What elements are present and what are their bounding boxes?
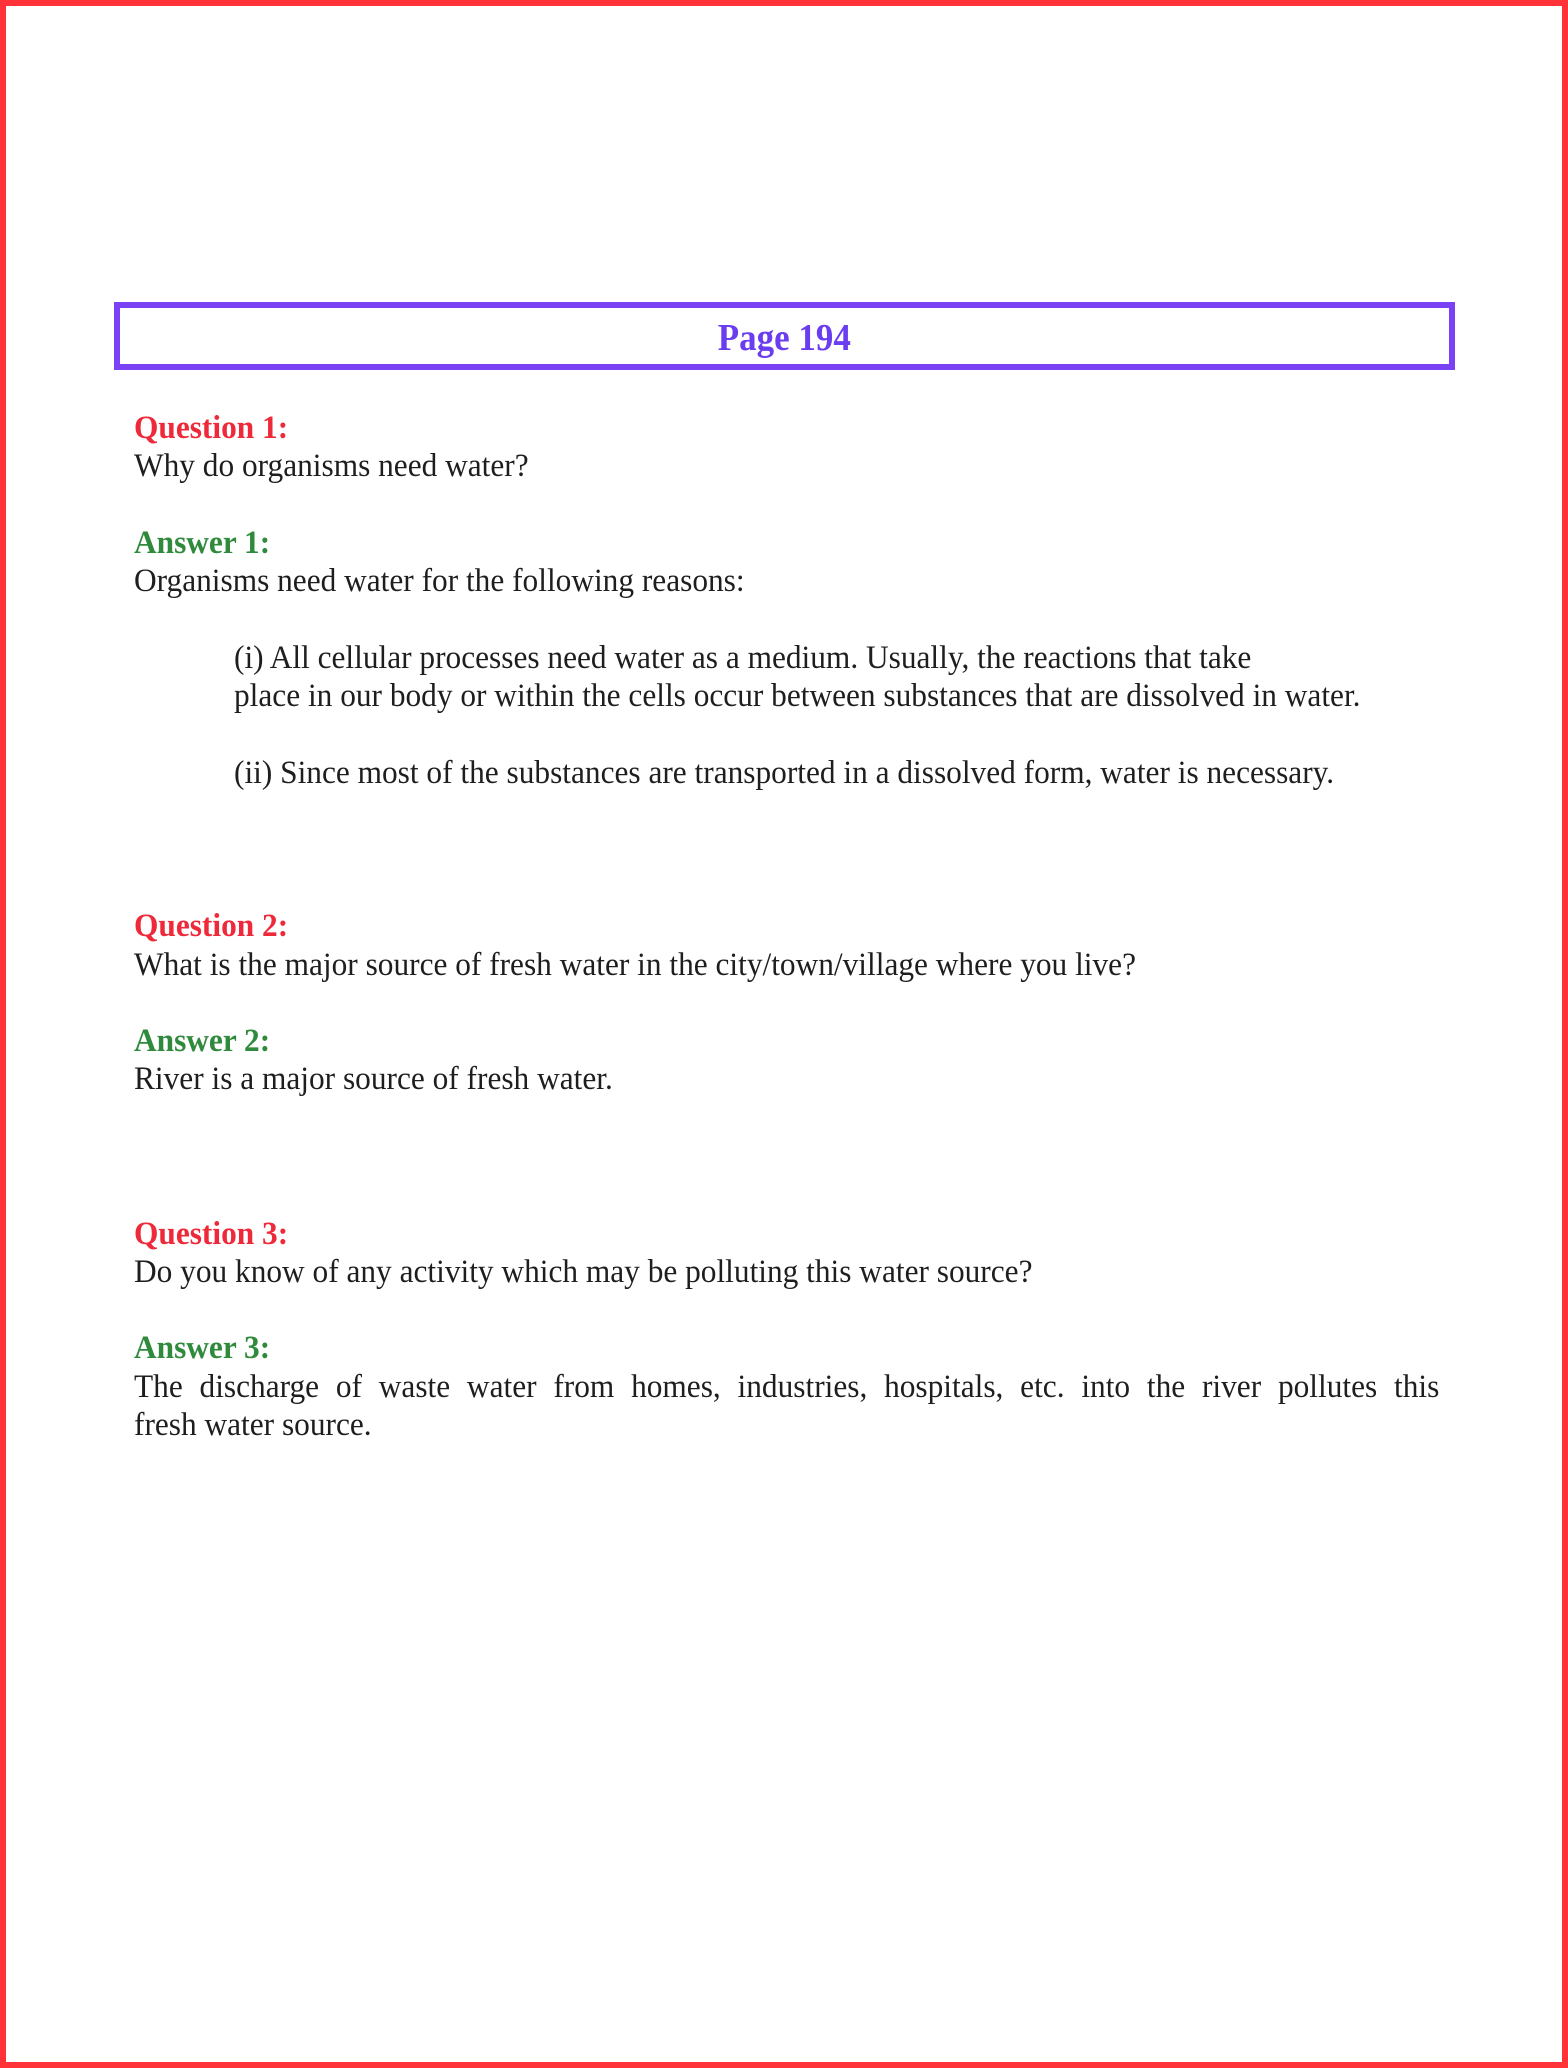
question-2-label: Question 2: [134, 908, 289, 944]
answer-2-text: River is a major source of fresh water. [134, 1061, 613, 1097]
answer-1-point-1-line-1: (i) All cellular processes need water as a medium. Usually, the reactions that take [234, 640, 1252, 676]
question-1-label: Question 1: [134, 410, 289, 446]
answer-3-text-line-1: The discharge of waste water from homes, industries, hospitals, etc. into the river pollutes this [134, 1369, 1440, 1405]
question-1-text: Why do organisms need water? [134, 448, 529, 484]
answer-3-text-line-2: fresh water source. [134, 1407, 372, 1443]
page-title: Page 194 [717, 317, 851, 359]
answer-1-point-2: (ii) Since most of the substances are transported in a dissolved form, water is necessary. [234, 755, 1335, 791]
question-3-label: Question 3: [134, 1216, 289, 1252]
answer-1-intro: Organisms need water for the following reasons: [134, 563, 745, 599]
question-2-text: What is the major source of fresh water in the city/town/village where you live? [134, 947, 1136, 983]
question-3-text: Do you know of any activity which may be polluting this water source? [134, 1254, 1033, 1290]
answer-1-label: Answer 1: [134, 525, 271, 561]
answer-2-label: Answer 2: [134, 1023, 271, 1059]
answer-3-label: Answer 3: [134, 1330, 271, 1366]
page-title-box [114, 302, 1455, 370]
answer-1-point-1-line-2: place in our body or within the cells occur between substances that are dissolved in water. [234, 678, 1361, 714]
